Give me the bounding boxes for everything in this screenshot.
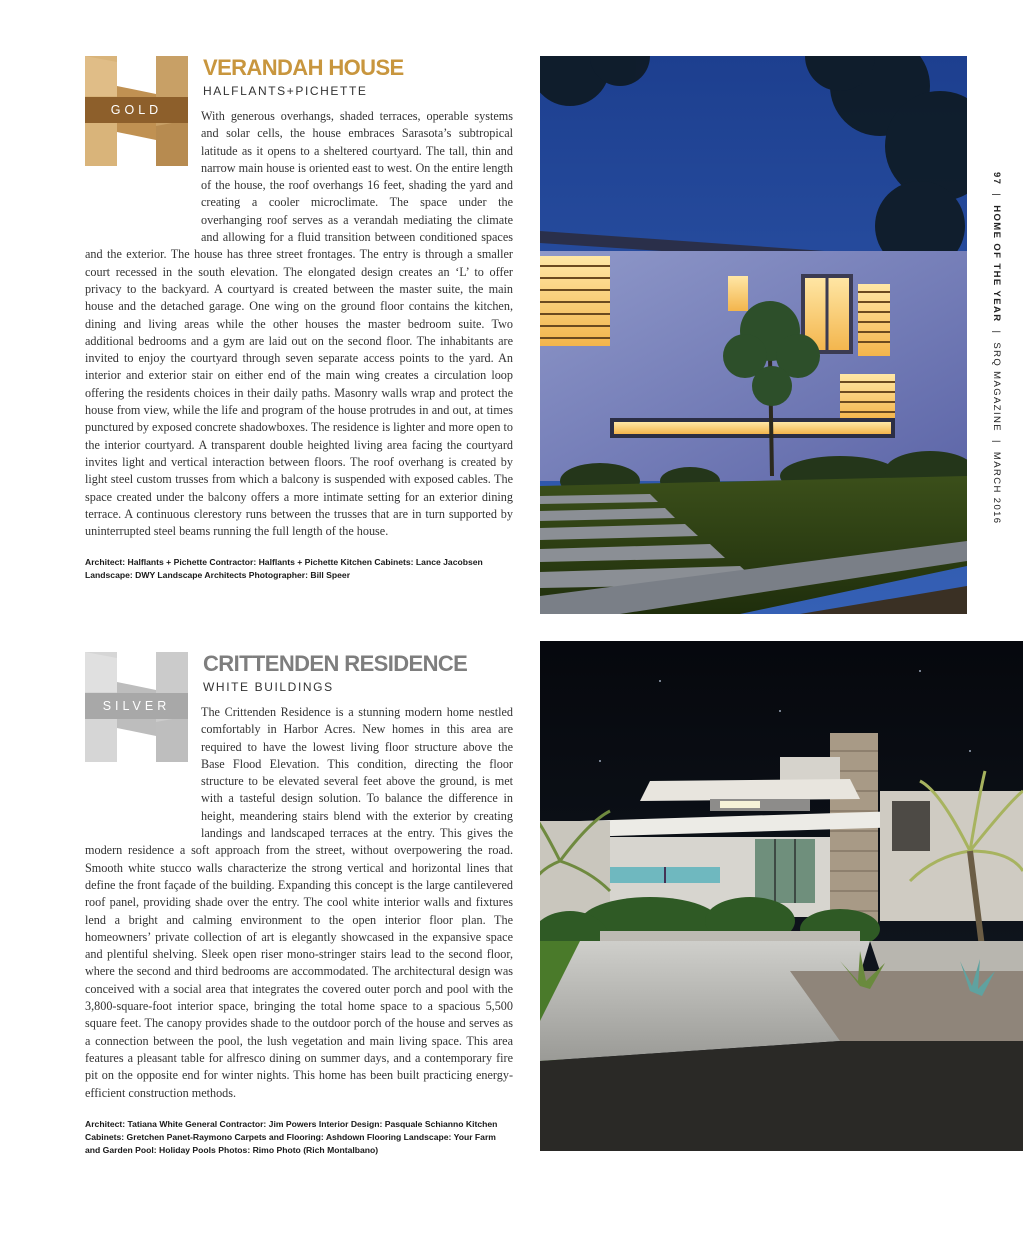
crittenden-residence-photo	[540, 641, 1023, 1151]
gold-award-badge	[85, 56, 188, 166]
award-label: GOLD	[110, 103, 163, 117]
article-verandah-house	[85, 56, 513, 582]
section-name: HOME OF THE YEAR	[991, 205, 1002, 323]
page-number: 97	[991, 172, 1002, 186]
article-credits: Architect: Halflants + Pichette Contractor: Halflants + Pichette Kitchen Cabinets: Lance Jacobsen Landscape: DWY Landscape Architects Photographer: Bill Speer	[85, 557, 483, 581]
article-title: CRITTENDEN RESIDENCE	[203, 651, 468, 676]
issue-date: MARCH 2016	[991, 451, 1002, 525]
architect-firm: HALFLANTS+PICHETTE	[203, 84, 368, 98]
architect-firm: WHITE BUILDINGS	[203, 680, 334, 694]
silver-award-badge	[85, 652, 188, 762]
article-body: The Crittenden Residence is a stunning modern home nestled comfortably in Harbor Acres. New homes in this area are required to have the lowest living floor structure above the Base Flood Elevation. This condition, directing the floor structure to be elevated several feet above the ground, is met with a tasteful design solution. To balance the difference in height, meandering stairs blend with the exterior by creating landings and landscaped terraces at the entry. This gives the modern residence a soft approach from the street, without overpowering the road. Smooth white stucco walls characterize the strong vertical and horizontal lines that define the front façade of the building. Expanding this concept is the large cantilevered roof panel, providing shade over the entry. The cool white interior walls and fixtures lend a bright and calming environment to the open interior floor plan. The homeowners’ private collection of art is elegantly showcased in the expansive space and plentiful shelving. Sleek open riser mono-stringer stairs lead to the second floor, where the second and third bedrooms are accommodated. The architectural design was conceived with a social area that integrates the covered outer porch and pool with the 3,800-square-foot interior space, bringing the total home space to a spacious 5,500 square feet. The canopy provides shade to the outdoor porch of the house and serves as a connection between the pool, the lush vegetation and main living space. This area features a pleasant table for alfresco dining on summer days, and a contemporary fire pit on the opposite end for winter nights. This home has been built practicing energy-efficient construction methods.	[85, 705, 513, 1100]
article-credits: Architect: Tatiana White General Contractor: Jim Powers Interior Design: Pasquale Schianno Kitchen Cabinets: Gretchen Panet-Raymono Carpets and Flooring: Ashdown Flooring Landscape: Your Farm and Garden Pool: Holiday Pools Photos: Rimo Photo (Rich Montalbano)	[85, 1118, 498, 1155]
article-title: VERANDAH HOUSE	[203, 55, 404, 80]
article-body: With generous overhangs, shaded terraces, operable systems and solar cells, the house embraces Sarasota’s subtropical latitude as it opens to a sheltered courtyard. The tall, thin and narrow main house is oriented east to west. On the entire length of the house, the roof overhangs 16 feet, shading the yard and creating a cooler microclimate. The space under the overhanging roof serves as a verandah mediating the climate and allowing for a fluid transition between conditioned spaces and the exterior. The house has three street frontages. The entry is through a smaller court recessed in the south elevation. The elongated design creates an ‘L’ to offer privacy to the backyard. A courtyard is created between the master suite, the main house and the detached garage. One wing on the ground floor contains the kitchen, dining and living areas while the other houses the master bedroom suite. Two additional bedrooms and a gym are laid out on the second floor. The inhabitants are invited to enjoy the courtyard through seven separate access points to the yard. An interior and exterior stair on either end of the main wing creates a circulation loop offering the residents choices in their daily paths. Masonry walls wrap and protect the house from view, while the life and program of the house protrudes in and out, at times punctured by exposed concrete shadowboxes. The residence is lighter and more open to the interior courtyard. A transparent double heighted living area facing the courtyard invites light and vertical interaction between floors. The roof overhang is created by light steel custom trusses from which a balcony is suspended with exposed cables. The space created under the balcony offers a more intimate setting for an exterior dining terrace. A continuous clerestory runs between the trusses that are in turn supported by uninterrupted steel beams running the full length of the house.	[85, 109, 513, 539]
award-label: SILVER	[102, 699, 171, 713]
article-crittenden-residence	[85, 652, 513, 1157]
verandah-house-photo	[540, 56, 967, 614]
magazine-name: SRQ MAGAZINE	[991, 342, 1002, 433]
